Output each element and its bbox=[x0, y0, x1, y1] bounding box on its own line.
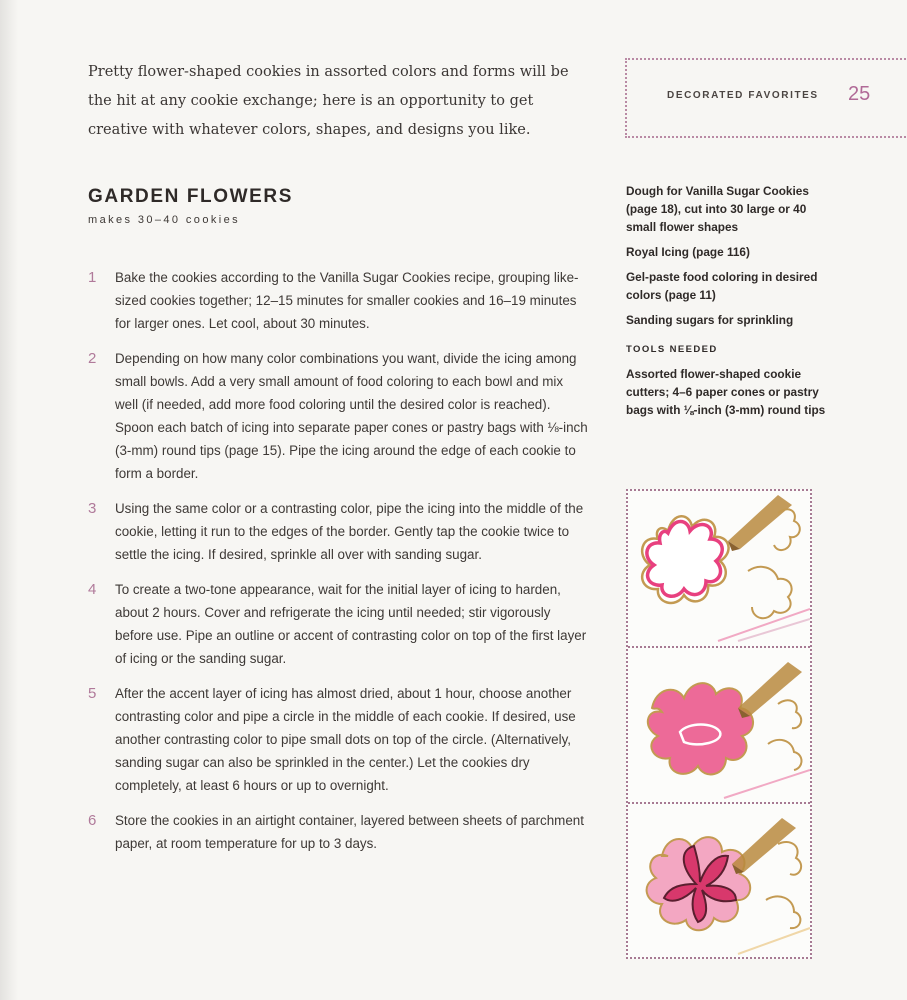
step-text: Bake the cookies according to the Vanilla Sugar Cookies recipe, grouping like-sized cookies together; 12–15 minutes for smaller cookies and 16–19 minutes for larger ones. Let cool, about 30 minutes. bbox=[115, 270, 579, 331]
flooded-cookie-icon bbox=[628, 648, 810, 802]
step-number: 4 bbox=[88, 581, 97, 598]
step-number: 3 bbox=[88, 500, 97, 517]
step-text: To create a two-tone appearance, wait for the initial layer of icing to harden, about 2 hours. Cover and refrigerate the icing until needed; stir vigorously before use. Pipe an outline or accent of contrasting color on top of the first layer of icing or the sanding sugar. bbox=[115, 582, 587, 666]
ingredient-item: Sanding sugars for sprinkling bbox=[626, 313, 794, 327]
outline-cookie-icon bbox=[628, 491, 810, 645]
step bbox=[88, 347, 588, 485]
page-edge-shadow bbox=[0, 0, 18, 1000]
accent-cookie-icon bbox=[628, 804, 810, 958]
tools-text: Assorted flower-shaped cookie cutters; 4–6 paper cones or pastry bags with ⅛-inch (3-mm) round tips bbox=[626, 367, 826, 417]
step bbox=[88, 578, 588, 670]
ingredient-item: Gel-paste food coloring in desired colors (page 11) bbox=[626, 270, 818, 302]
step bbox=[88, 266, 588, 335]
section-label: DECORATED FAVORITES bbox=[667, 90, 819, 101]
step bbox=[88, 809, 588, 855]
step-text: Using the same color or a contrasting color, pipe the icing into the middle of the cookie, letting it run to the edges of the border. Gently tap the cookie twice to settle the icing. If desired, sprinkle all over with sanding sugar. bbox=[115, 501, 584, 562]
step-number: 5 bbox=[88, 685, 97, 702]
intro-paragraph: Pretty flower-shaped cookies in assorted colors and forms will be the hit at any cookie exchange; here is an opportunity to get creative with whatever colors, shapes, and designs you like. bbox=[88, 64, 569, 138]
step-number: 1 bbox=[88, 269, 97, 286]
step-text: Depending on how many color combinations you want, divide the icing among small bowls. Add a very small amount of food coloring to each bowl and mix well (if needed, add more food coloring until the desired color is reached). Spoon each batch of icing into separate paper cones or pastry bags with ⅛-inch (3-mm) round tips (page 15). Pipe the icing around the edge of each cookie to form a border. bbox=[115, 351, 588, 481]
step-number: 2 bbox=[88, 350, 97, 367]
ingredients-list bbox=[626, 182, 826, 419]
illustration-step-accent bbox=[628, 802, 810, 957]
page-number: 25 bbox=[848, 83, 871, 105]
step-number: 6 bbox=[88, 812, 97, 829]
recipe-yield: makes 30–40 cookies bbox=[88, 214, 240, 226]
illustration-step-outline bbox=[628, 491, 810, 645]
illustration-strip bbox=[626, 489, 812, 959]
ingredient-item: Royal Icing (page 116) bbox=[626, 245, 750, 259]
tools-heading: TOOLS NEEDED bbox=[626, 344, 718, 355]
recipe-title: GARDEN FLOWERS bbox=[88, 186, 294, 207]
illustration-step-flood bbox=[628, 646, 810, 802]
step-text: After the accent layer of icing has almost dried, about 1 hour, choose another contrasting color and pipe a circle in the middle of each cookie. If desired, use another contrasting color to pipe small dots on top of the circle. (Alternatively, sanding sugar can also be sprinkled in the center.) Let the cookies dry completely, at least 6 hours or up to overnight. bbox=[115, 686, 576, 793]
step bbox=[88, 497, 588, 566]
steps-list bbox=[88, 266, 588, 867]
ingredient-item: Dough for Vanilla Sugar Cookies (page 18), cut into 30 large or 40 small flower shapes bbox=[626, 184, 809, 234]
step bbox=[88, 682, 588, 797]
step-text: Store the cookies in an airtight container, layered between sheets of parchment paper, at room temperature for up to 3 days. bbox=[115, 813, 584, 851]
